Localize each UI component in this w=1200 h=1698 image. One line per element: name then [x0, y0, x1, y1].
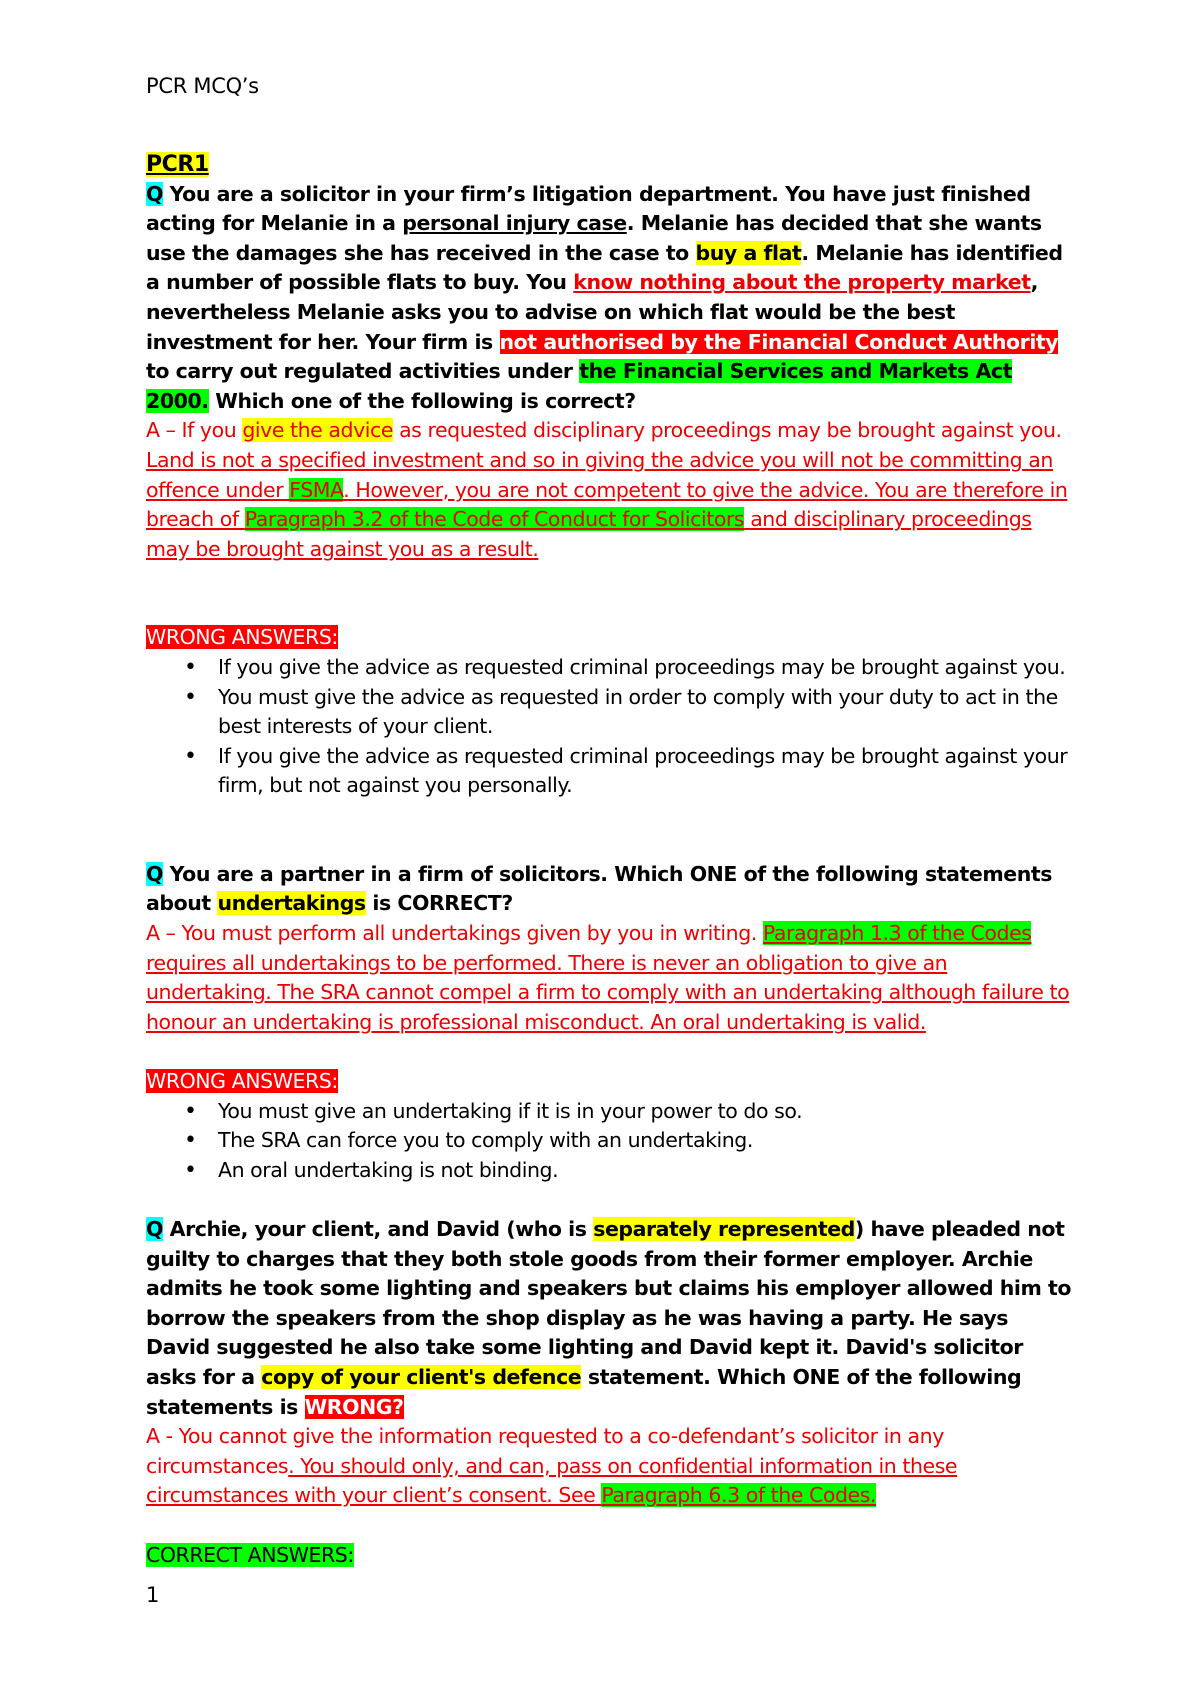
list-item: • The SRA can force you to comply with an undertaking.: [146, 1126, 1076, 1156]
wrong-answers-list: [146, 1097, 1076, 1186]
correct-answers-label: CORRECT ANSWERS:: [146, 1542, 354, 1567]
question-3-answer: A - You cannot give the information requested to a co-defendant’s solicitor in any circumstances. You should only, and can, pass on confidential information in these circumstances with your client’s consent. See Paragraph 6.3 of the Codes.: [146, 1424, 958, 1508]
wrong-answers-label: WRONG ANSWERS:: [146, 1069, 338, 1094]
list-item: • If you give the advice as requested criminal proceedings may be brought against your firm, but not against you personally.: [146, 742, 1076, 801]
list-item: • You must give the advice as requested in order to comply with your duty to act in the best interests of your client.: [146, 683, 1076, 742]
page-header: PCR MCQ’s: [146, 74, 259, 98]
section-title: PCR1: [146, 152, 209, 177]
question-2-answer: A – You must perform all undertakings given by you in writing. Paragraph 1.3 of the Codes requires all undertakings to be performed. There is never an obligation to give an undertaking. The SRA cannot compel a firm to comply with an undertaking although failure to honour an undertaking is professional misconduct. An oral undertaking is valid.: [146, 921, 1070, 1034]
question-1-answer: A – If you give the advice as requested disciplinary proceedings may be brought against you. Land is not a specified investment and so in giving the advice you will not be committing an offence under FSMA. However, you are not competent to give the advice. You are therefore in breach of Paragraph 3.2 of the Code of Conduct for Solicitors and disciplinary proceedings may be brought against you as a result.: [146, 418, 1068, 561]
question-marker: Q: [146, 861, 163, 886]
document-body: [146, 150, 1076, 1570]
list-item: • If you give the advice as requested criminal proceedings may be brought against you.: [146, 653, 1076, 683]
question-marker: Q: [146, 1217, 163, 1241]
wrong-answers-label: WRONG ANSWERS:: [146, 625, 338, 650]
question-marker: Q: [146, 181, 163, 206]
list-item: • You must give an undertaking if it is in your power to do so.: [146, 1097, 1076, 1127]
list-item: • An oral undertaking is not binding.: [146, 1156, 1076, 1186]
question-3-stem: Q Archie, your client, and David (who is separately represented) have pleaded not guilty to charges that they both stole goods from their former employer. Archie admits he took some lighting and speakers but claims his employer allowed him to borrow the speakers from the shop display as he was having a party. He says David suggested he also take some lighting and David kept it. David's solicitor asks for a copy of your client's defence statement. Which ONE of the following statements is WRONG?: [146, 1217, 1072, 1419]
question-2-stem: Q You are a partner in a firm of solicitors. Which ONE of the following statements about undertakings is CORRECT?: [146, 861, 1052, 916]
question-1-stem: Q You are a solicitor in your firm’s litigation department. You have just finished acting for Melanie in a personal injury case. Melanie has decided that she wants use the damages she has received in the case to buy a flat. Melanie has identified a number of possible flats to buy. You know nothing about the property market, nevertheless Melanie asks you to advise on which flat would be the best investment for her. Your firm is not authorised by the Financial Conduct Authority to carry out regulated activities under the Financial Services and Markets Act 2000. Which one of the following is correct?: [146, 181, 1063, 413]
page-number: 1: [146, 1583, 160, 1607]
wrong-answers-list: [146, 653, 1076, 801]
